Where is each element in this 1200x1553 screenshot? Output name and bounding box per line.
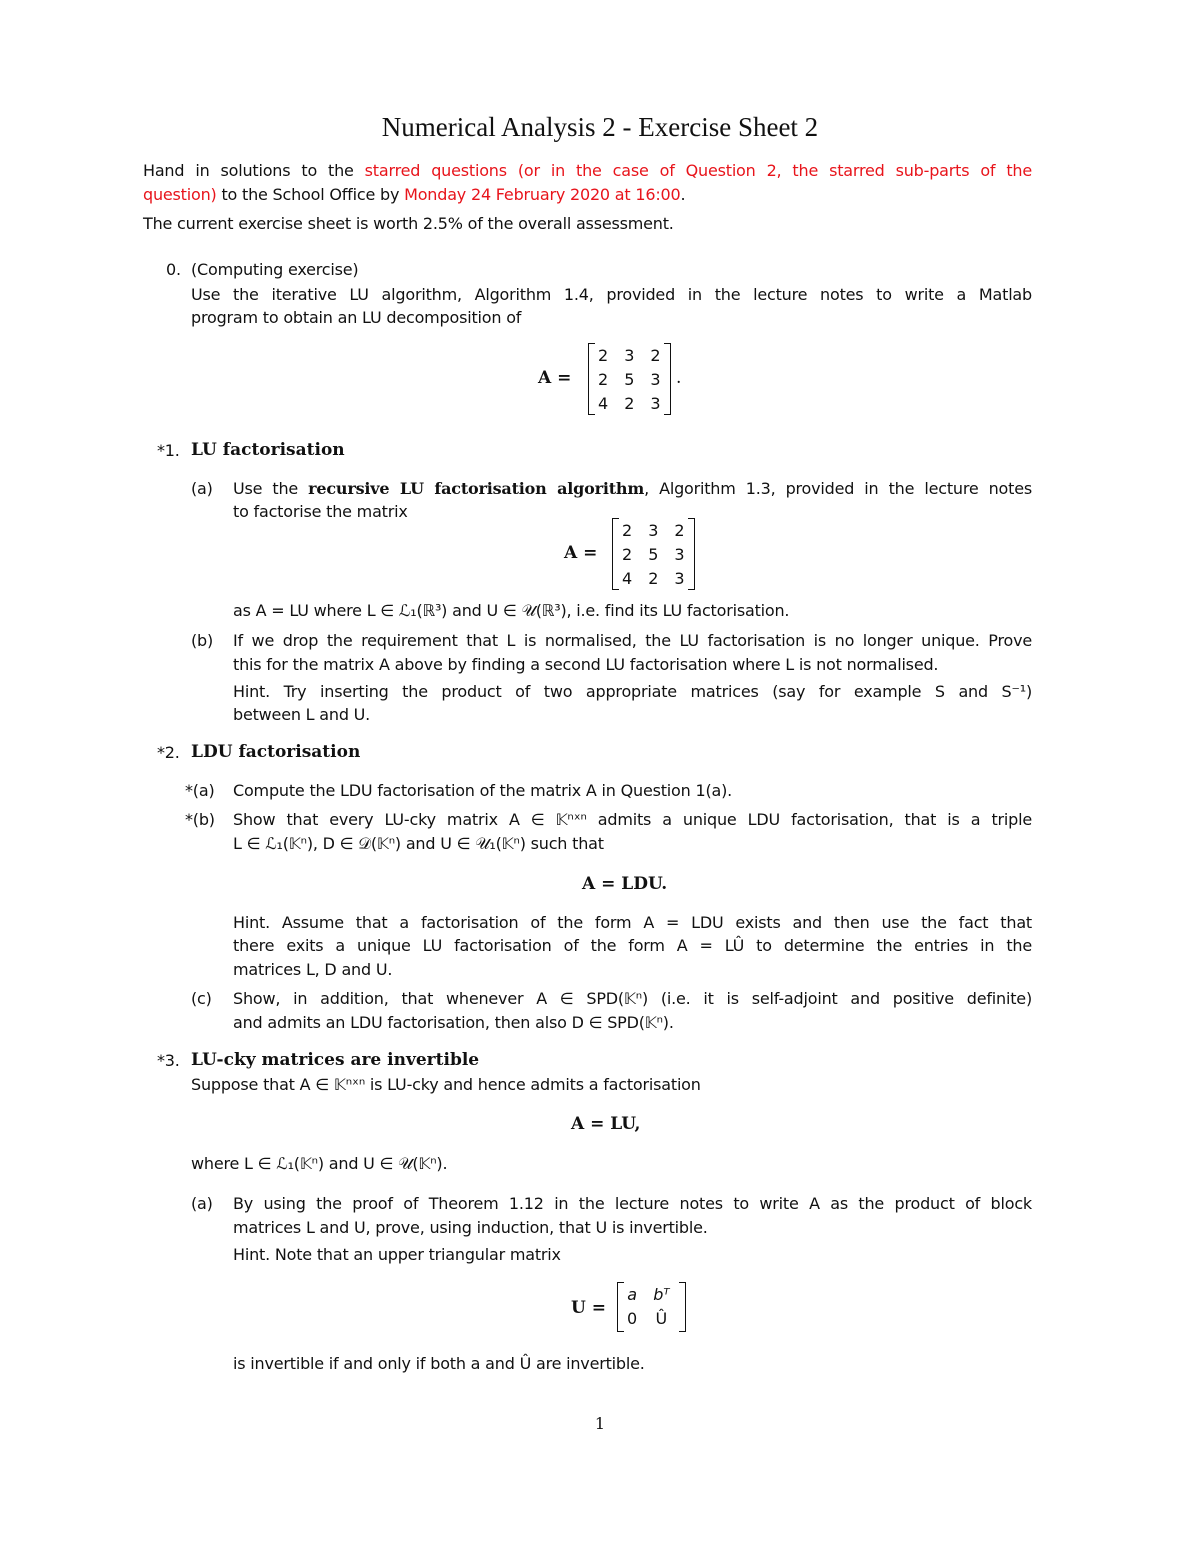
q0-lhs-text: A = — [538, 368, 572, 388]
matrix-cell: 2 — [648, 568, 659, 588]
q1a-label: (a) — [191, 479, 213, 498]
q0-line-2: program to obtain an LU decomposition of — [191, 308, 522, 327]
intro-text: Hand in solutions to the — [143, 161, 365, 180]
intro-period: . — [680, 185, 686, 204]
q1-matrix-lhs — [564, 543, 597, 563]
q3a-label: (a) — [191, 1194, 213, 1213]
matrix-cell: 3 — [624, 345, 635, 365]
matrix-cell: 3 — [650, 369, 661, 389]
q3-number: *3. — [157, 1051, 180, 1070]
q2b-line-1: Show that every LU-cky matrix A ∈ 𝕂ⁿˣⁿ admits a unique LDU factorisation, that is a triple — [233, 810, 1032, 829]
matrix-cell: Û — [655, 1308, 668, 1328]
matrix-cell: 4 — [622, 568, 633, 588]
q1-number: *1. — [157, 441, 180, 460]
q2b-line-4: there exits a unique LU factorisation of the form A = LÛ to determine the entries in the — [233, 936, 1032, 955]
intro-line-2 — [143, 185, 685, 204]
q2b-label: *(b) — [185, 810, 215, 829]
matrix-cell: 0 — [627, 1308, 638, 1328]
q2-number: *2. — [157, 743, 180, 762]
q3-line-1: Suppose that A ∈ 𝕂ⁿˣⁿ is LU-cky and hence admits a factorisation — [191, 1075, 701, 1094]
matrix-cell: 2 — [622, 520, 633, 540]
intro-starred-end: question) — [143, 185, 217, 204]
matrix-cell: 2 — [674, 520, 685, 540]
q1-matrix — [612, 518, 693, 590]
bracket-left — [612, 518, 619, 590]
bracket-right — [679, 1282, 686, 1332]
q1a-text: Use the — [233, 479, 309, 498]
q2c-label: (c) — [191, 989, 212, 1008]
deadline-text: Monday 24 February 2020 at 16:00 — [404, 185, 681, 204]
q1a-text-2: , Algorithm 1.3, provided in the lecture notes — [644, 479, 1032, 498]
q0-matrix — [588, 343, 669, 415]
q2b-line-2: L ∈ ℒ₁(𝕂ⁿ), D ∈ 𝒟(𝕂ⁿ) and U ∈ 𝒰₁(𝕂ⁿ) such that — [233, 834, 604, 853]
bracket-right — [664, 343, 671, 415]
bracket-left — [588, 343, 595, 415]
matrix-cell: 3 — [650, 393, 661, 413]
q1b-label: (b) — [191, 631, 214, 650]
q2c-line-2: and admits an LDU factorisation, then also D ∈ SPD(𝕂ⁿ). — [233, 1013, 674, 1032]
intro-weight-line: The current exercise sheet is worth 2.5% of the overall assessment. — [143, 214, 674, 233]
matrix-cell: 2 — [624, 393, 635, 413]
bracket-left — [617, 1282, 624, 1332]
q1-heading: LU factorisation — [191, 440, 345, 460]
q3-equation: A = LU, — [571, 1114, 641, 1134]
q1-lhs-text: A = — [564, 543, 598, 563]
q2b-line-5: matrices L, D and U. — [233, 960, 393, 979]
matrix-cell: 4 — [598, 393, 609, 413]
matrix-cell: 2 — [622, 544, 633, 564]
q3-matrix-lhs — [571, 1298, 606, 1318]
matrix-cell: 5 — [648, 544, 659, 564]
q2c-line-1: Show, in addition, that whenever A ∈ SPD(𝕂ⁿ) (i.e. it is self-adjoint and positive definite) — [233, 989, 1032, 1008]
bracket-right — [688, 518, 695, 590]
intro-text-2: to the School Office by — [216, 185, 405, 204]
intro-line-1 — [143, 161, 1032, 180]
q0-line-1: Use the iterative LU algorithm, Algorithm 1.4, provided in the lecture notes to write a Matlab — [191, 285, 1032, 304]
q3-line-2: where L ∈ ℒ₁(𝕂ⁿ) and U ∈ 𝒰(𝕂ⁿ). — [191, 1154, 448, 1173]
q2b-hint: Hint. Assume that a factorisation of the form A = LDU exists and then use the fact that — [233, 913, 1032, 932]
q1b-line-1: If we drop the requirement that L is normalised, the LU factorisation is no longer unique. Prove — [233, 631, 1032, 650]
q1a-bold-text: recursive LU factorisation algorithm — [308, 479, 645, 498]
q3-heading: LU-cky matrices are invertible — [191, 1050, 480, 1070]
q3a-line-2: matrices L and U, prove, using induction, that U is invertible. — [233, 1218, 708, 1237]
q2-heading: LDU factorisation — [191, 742, 361, 762]
q3a-line-4: is invertible if and only if both a and Û are invertible. — [233, 1354, 645, 1373]
q0-matrix-lhs — [538, 368, 571, 388]
q2a-line-1: Compute the LDU factorisation of the matrix A in Question 1(a). — [233, 781, 733, 800]
q0-matrix-period: . — [676, 368, 682, 388]
matrix-cell: 5 — [624, 369, 635, 389]
q0-number: 0. — [166, 260, 181, 279]
q2-equation: A = LDU. — [582, 874, 668, 894]
q0-heading: (Computing exercise) — [191, 260, 359, 279]
matrix-cell: 3 — [674, 544, 685, 564]
q2a-label: *(a) — [185, 781, 215, 800]
matrix-cell: 2 — [650, 345, 661, 365]
q3a-line-1: By using the proof of Theorem 1.12 in the lecture notes to write A as the product of block — [233, 1194, 1032, 1213]
q1a-line-3: as A = LU where L ∈ ℒ₁(ℝ³) and U ∈ 𝒰(ℝ³), i.e. find its LU factorisation. — [233, 601, 790, 620]
page-title: Numerical Analysis 2 - Exercise Sheet 2 — [381, 112, 819, 142]
matrix-cell: bᵀ — [653, 1284, 670, 1304]
q3-lhs-text: U = — [571, 1298, 606, 1318]
q3-matrix — [617, 1282, 678, 1330]
q1b-line-4: between L and U. — [233, 705, 371, 724]
matrix-cell: a — [627, 1284, 637, 1304]
matrix-cell: 3 — [674, 568, 685, 588]
q1b-hint: Hint. Try inserting the product of two appropriate matrices (say for example S and S⁻¹) — [233, 682, 1032, 701]
q1a-line-2: to factorise the matrix — [233, 502, 408, 521]
q1b-line-2: this for the matrix A above by finding a second LU factorisation where L is not normalised. — [233, 655, 939, 674]
matrix-cell: 2 — [598, 369, 609, 389]
q3a-hint: Hint. Note that an upper triangular matrix — [233, 1245, 561, 1264]
matrix-cell: 2 — [598, 345, 609, 365]
matrix-cell: 3 — [648, 520, 659, 540]
page-number: 1 — [594, 1414, 606, 1433]
q1a-line-1 — [233, 479, 1032, 498]
intro-starred-text: starred questions (or in the case of Question 2, the starred sub-parts of the — [364, 161, 1032, 180]
